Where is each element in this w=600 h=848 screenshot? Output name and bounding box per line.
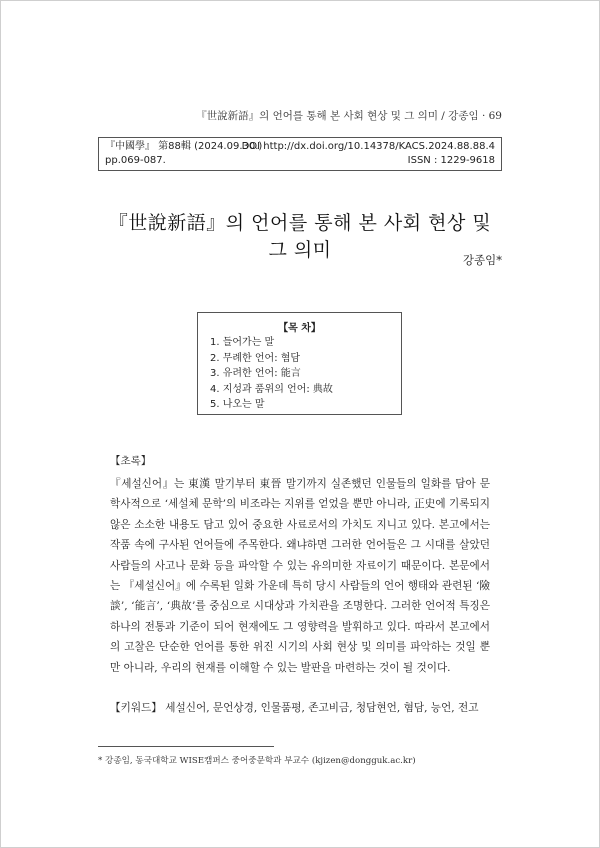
page-range: pp.069-087.	[105, 155, 166, 166]
meta-row-2	[105, 154, 495, 168]
abstract-section	[110, 452, 490, 678]
toc-item-4: 4. 지성과 품위의 언어: 典故	[210, 383, 333, 395]
keywords: 【키워드】 세설신어, 문언상경, 인물품평, 존고비금, 청담현언, 혐담, 능언, 전고	[110, 702, 479, 714]
author-footnote: * 강종임, 동국대학교 WISE캠퍼스 중어중문학과 부교수 (kjizen@dongguk.ac.kr)	[98, 756, 416, 766]
running-header: 『世說新語』의 언어를 통해 본 사회 현상 및 그 의미 / 강종임 · 69	[196, 110, 502, 122]
journal-info: 『中國學』 第88輯 (2024.09.30.)	[105, 141, 263, 152]
abstract-body: 『세설신어』는 東漢 말기부터 東晉 말기까지 실존했던 인물들의 일화를 담아 문학사적으로 ‘세설체 문학’의 비조라는 지위를 얻었을 뿐만 아니라, 正史에 기록되지 않은 소소한 내용도 담고 있어 중요한 사료로서의 가치도 지니고 있다. 본고에서는 작품 속에 구사된 언어들에 주목한다. 왜냐하면 그러한 언어들은 그 시대를 살았던 사람들의 사고나 문화 등을 파악할 수 있는 유의미한 자료이기 때문이다. 본문에서는 『세설신어』에 수록된 일화 가운데 특히 당시 사람들의 언어 행태와 관련된 ‘險談’, ‘能言’, ‘典故’를 중심으로 시대상과 가치관을 조명한다. 그러한 언어적 특징은 하나의 전통과 기준이 되어 현재에도 그 영향력을 발휘하고 있다. 따라서 본고에서의 고찰은 단순한 언어를 통한 위진 시기의 사회 현상 및 의미를 파악하는 것일 뿐만 아니라, 우리의 현재를 이해할 수 있는 발판을 마련하는 것이 될 것이다.	[110, 478, 490, 674]
toc-heading: 【목 차】	[278, 323, 321, 334]
toc-list	[210, 335, 333, 413]
author-name: 강종임*	[462, 253, 502, 267]
abstract-heading: 【초록】	[110, 455, 152, 467]
doi-link[interactable]: DOI http://dx.doi.org/10.14378/KACS.2024.88.88.4	[241, 141, 495, 152]
paper-title: 『世說新語』의 언어를 통해 본 사회 현상 및 그 의미	[108, 212, 492, 261]
table-of-contents	[197, 312, 402, 415]
article-meta-box	[98, 137, 502, 171]
toc-item-2: 2. 무례한 언어: 혐담	[210, 352, 301, 364]
toc-item-5: 5. 나오는 말	[210, 399, 265, 410]
toc-item-1: 1. 들어가는 말	[210, 337, 275, 348]
footnote-divider	[98, 746, 274, 747]
toc-item-3: 3. 유려한 언어: 能言	[210, 368, 301, 379]
meta-row-1	[105, 140, 495, 154]
issn: ISSN : 1229-9618	[407, 155, 495, 166]
